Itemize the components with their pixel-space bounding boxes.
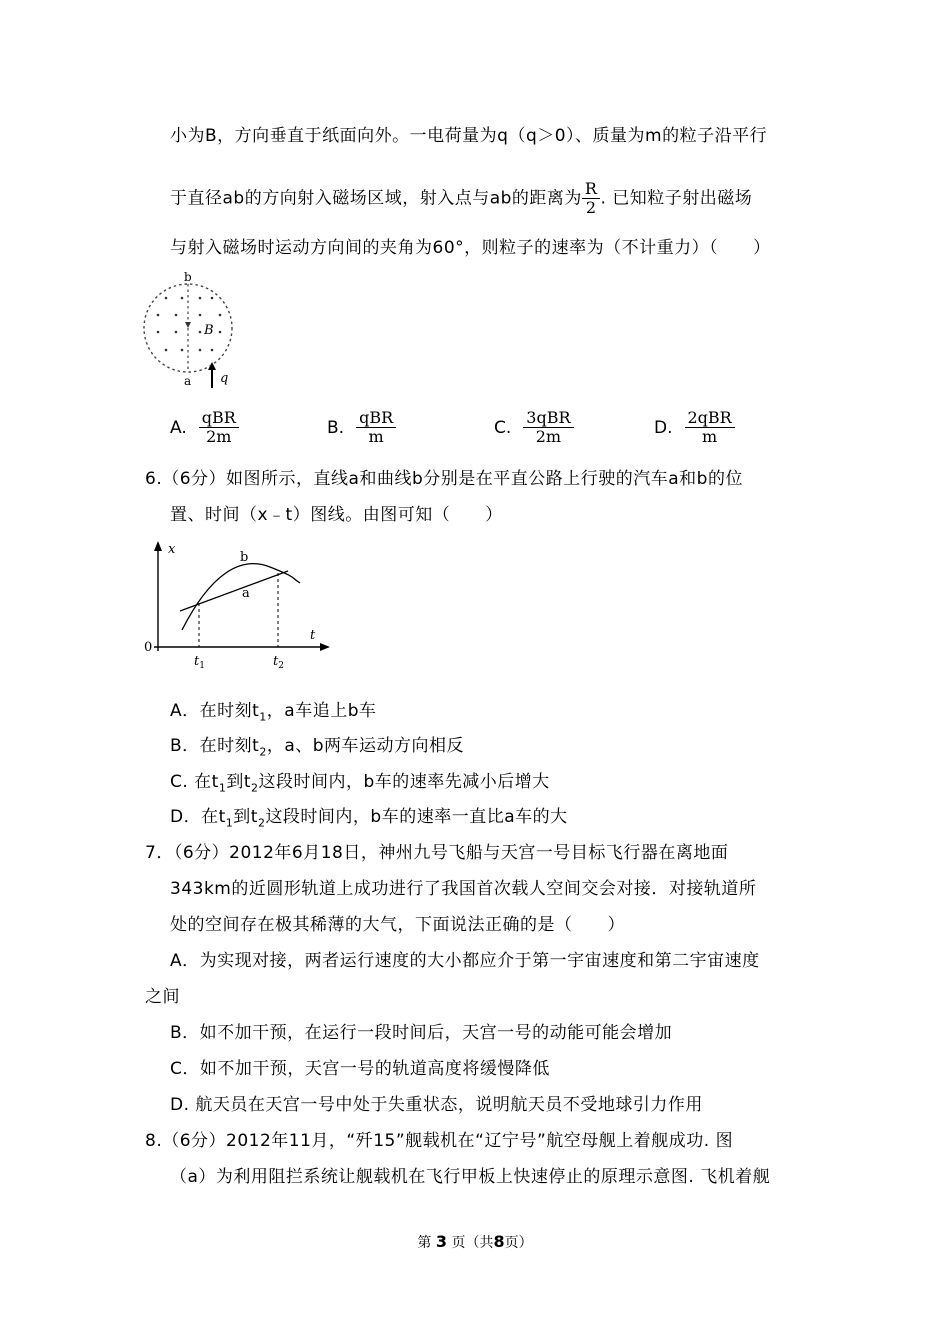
q5-option-c[interactable] xyxy=(494,409,574,446)
center-arrow xyxy=(185,322,191,328)
label-B: B xyxy=(204,323,214,338)
option-text: ，a车追上b车 xyxy=(266,701,377,721)
label-q: q xyxy=(220,371,229,386)
q5-line2-post: . 已知粒子射出磁场 xyxy=(600,188,753,209)
footer-mid: 页（共 xyxy=(451,1235,494,1251)
option-text: C. 在t xyxy=(170,772,219,792)
subscript: 2 xyxy=(257,816,266,830)
frac-numerator: 2qBR xyxy=(687,408,732,427)
frac-denominator: m xyxy=(356,427,396,446)
q7-option-a-line-1[interactable]: A．为实现对接，两者运行速度的大小都应介于第一宇宙速度和第二宇宙速度 xyxy=(170,951,760,971)
option-label: A. xyxy=(170,417,187,438)
q5-option-d[interactable] xyxy=(654,409,735,446)
option-text: B．在时刻t xyxy=(170,736,260,756)
total-page-number: 8 xyxy=(493,1232,505,1251)
magnetic-field-figure xyxy=(138,270,238,394)
option-text: 这段时间内，b车的速率一直比a车的大 xyxy=(265,807,568,827)
q7-text-line-2: 343km的近圆形轨道上成功进行了我国首次载人空间交会对接．对接轨道所 xyxy=(170,879,757,899)
subscript: 1 xyxy=(218,781,227,795)
option-text: A．在时刻t xyxy=(170,701,260,721)
option-text: ，a、b两车运动方向相反 xyxy=(266,736,465,756)
subscript: 1 xyxy=(225,816,234,830)
q6-option-d[interactable] xyxy=(170,806,568,834)
frac-denominator: 2 xyxy=(582,198,601,217)
axis-label-t: t xyxy=(310,628,316,643)
q5-line2-pre: 于直径ab的方向射入磁场区域，射入点与ab的距离为 xyxy=(170,188,582,209)
q6-option-b[interactable] xyxy=(170,735,464,763)
frac-numerator: qBR xyxy=(201,408,236,427)
q6-option-a[interactable] xyxy=(170,700,377,728)
origin-label: 0 xyxy=(144,640,153,655)
q7-option-c[interactable]: C．如不加干预，天宫一号的轨道高度将缓慢降低 xyxy=(170,1059,550,1079)
frac-numerator: qBR xyxy=(359,408,394,427)
q5-text-line-2 xyxy=(170,180,752,217)
subscript: 1 xyxy=(259,710,267,724)
option-text: D．在t xyxy=(170,807,226,827)
position-time-graph xyxy=(140,535,340,670)
option-text: 到t xyxy=(226,772,252,792)
option-label: C. xyxy=(494,417,512,438)
line-a-label: a xyxy=(242,586,250,601)
q7-option-a-line-2[interactable]: 之间 xyxy=(145,987,180,1007)
q6-text-line-1: 6.（6分）如图所示，直线a和曲线b分别是在平直公路上行驶的汽车a和b的位 xyxy=(145,469,743,489)
option-fraction xyxy=(199,409,239,446)
q7-text-line-1: 7．（6分）2012年6月18日，神州九号飞船与天宫一号目标飞行器在离地面 xyxy=(145,843,729,863)
axis-label-x: x xyxy=(168,542,176,557)
option-fraction xyxy=(356,409,396,446)
option-text: 这段时间内，b车的速率先减小后增大 xyxy=(258,772,550,792)
curve-b-label: b xyxy=(240,550,249,565)
t-axis-arrowhead xyxy=(320,643,330,651)
q7-option-b[interactable]: B．如不加干预，在运行一段时间后，天宫一号的动能可能会增加 xyxy=(170,1023,673,1043)
option-label: D. xyxy=(654,417,673,438)
q6-option-c[interactable] xyxy=(170,771,550,799)
frac-denominator: m xyxy=(685,427,735,446)
option-text: 到t xyxy=(233,807,258,827)
option-label: B. xyxy=(327,417,345,438)
q5-option-a[interactable] xyxy=(170,409,239,446)
q6-text-line-2: 置、时间（x﹣t）图线。由图可知（ ） xyxy=(170,505,503,525)
q5-option-b[interactable] xyxy=(327,409,396,446)
subscript: 2 xyxy=(251,781,259,795)
frac-numerator: 3qBR xyxy=(526,408,571,427)
current-page-number: 3 xyxy=(435,1232,447,1251)
label-b: b xyxy=(184,270,192,284)
x-axis-arrowhead xyxy=(154,541,162,551)
subscript: 2 xyxy=(259,745,267,759)
q5-text-line-1: 小为B，方向垂直于纸面向外。一电荷量为q（q＞0）、质量为m的粒子沿平行 xyxy=(170,126,768,146)
option-fraction xyxy=(523,409,573,446)
t1-label: $t_1$ xyxy=(194,654,205,670)
frac-denominator: 2m xyxy=(199,427,239,446)
frac-denominator: 2m xyxy=(523,427,573,446)
line-a xyxy=(180,571,288,611)
q8-text-line-2: （a）为利用阻拦系统让舰载机在飞行甲板上快速停止的原理示意图. 飞机着舰 xyxy=(170,1167,771,1187)
t2-label: $t_2$ xyxy=(273,654,284,670)
page-footer xyxy=(0,1232,950,1252)
footer-pre: 第 xyxy=(417,1235,432,1251)
option-fraction xyxy=(685,409,735,446)
label-a: a xyxy=(184,374,192,388)
q7-text-line-3: 处的空间存在极其稀薄的大气，下面说法正确的是（ ） xyxy=(170,915,625,935)
r-over-2-fraction xyxy=(582,180,601,217)
footer-post: 页） xyxy=(504,1235,533,1251)
q7-option-d[interactable]: D. 航天员在天宫一号中处于失重状态，说明航天员不受地球引力作用 xyxy=(170,1095,703,1115)
q8-text-line-1: 8.（6分）2012年11月，“歼15”舰载机在“辽宁号”航空母舰上着舰成功. 图 xyxy=(145,1131,734,1151)
q5-text-line-3: 与射入磁场时运动方向间的夹角为60°，则粒子的速率为（不计重力）（ ） xyxy=(170,238,771,258)
frac-numerator: R xyxy=(584,179,598,198)
